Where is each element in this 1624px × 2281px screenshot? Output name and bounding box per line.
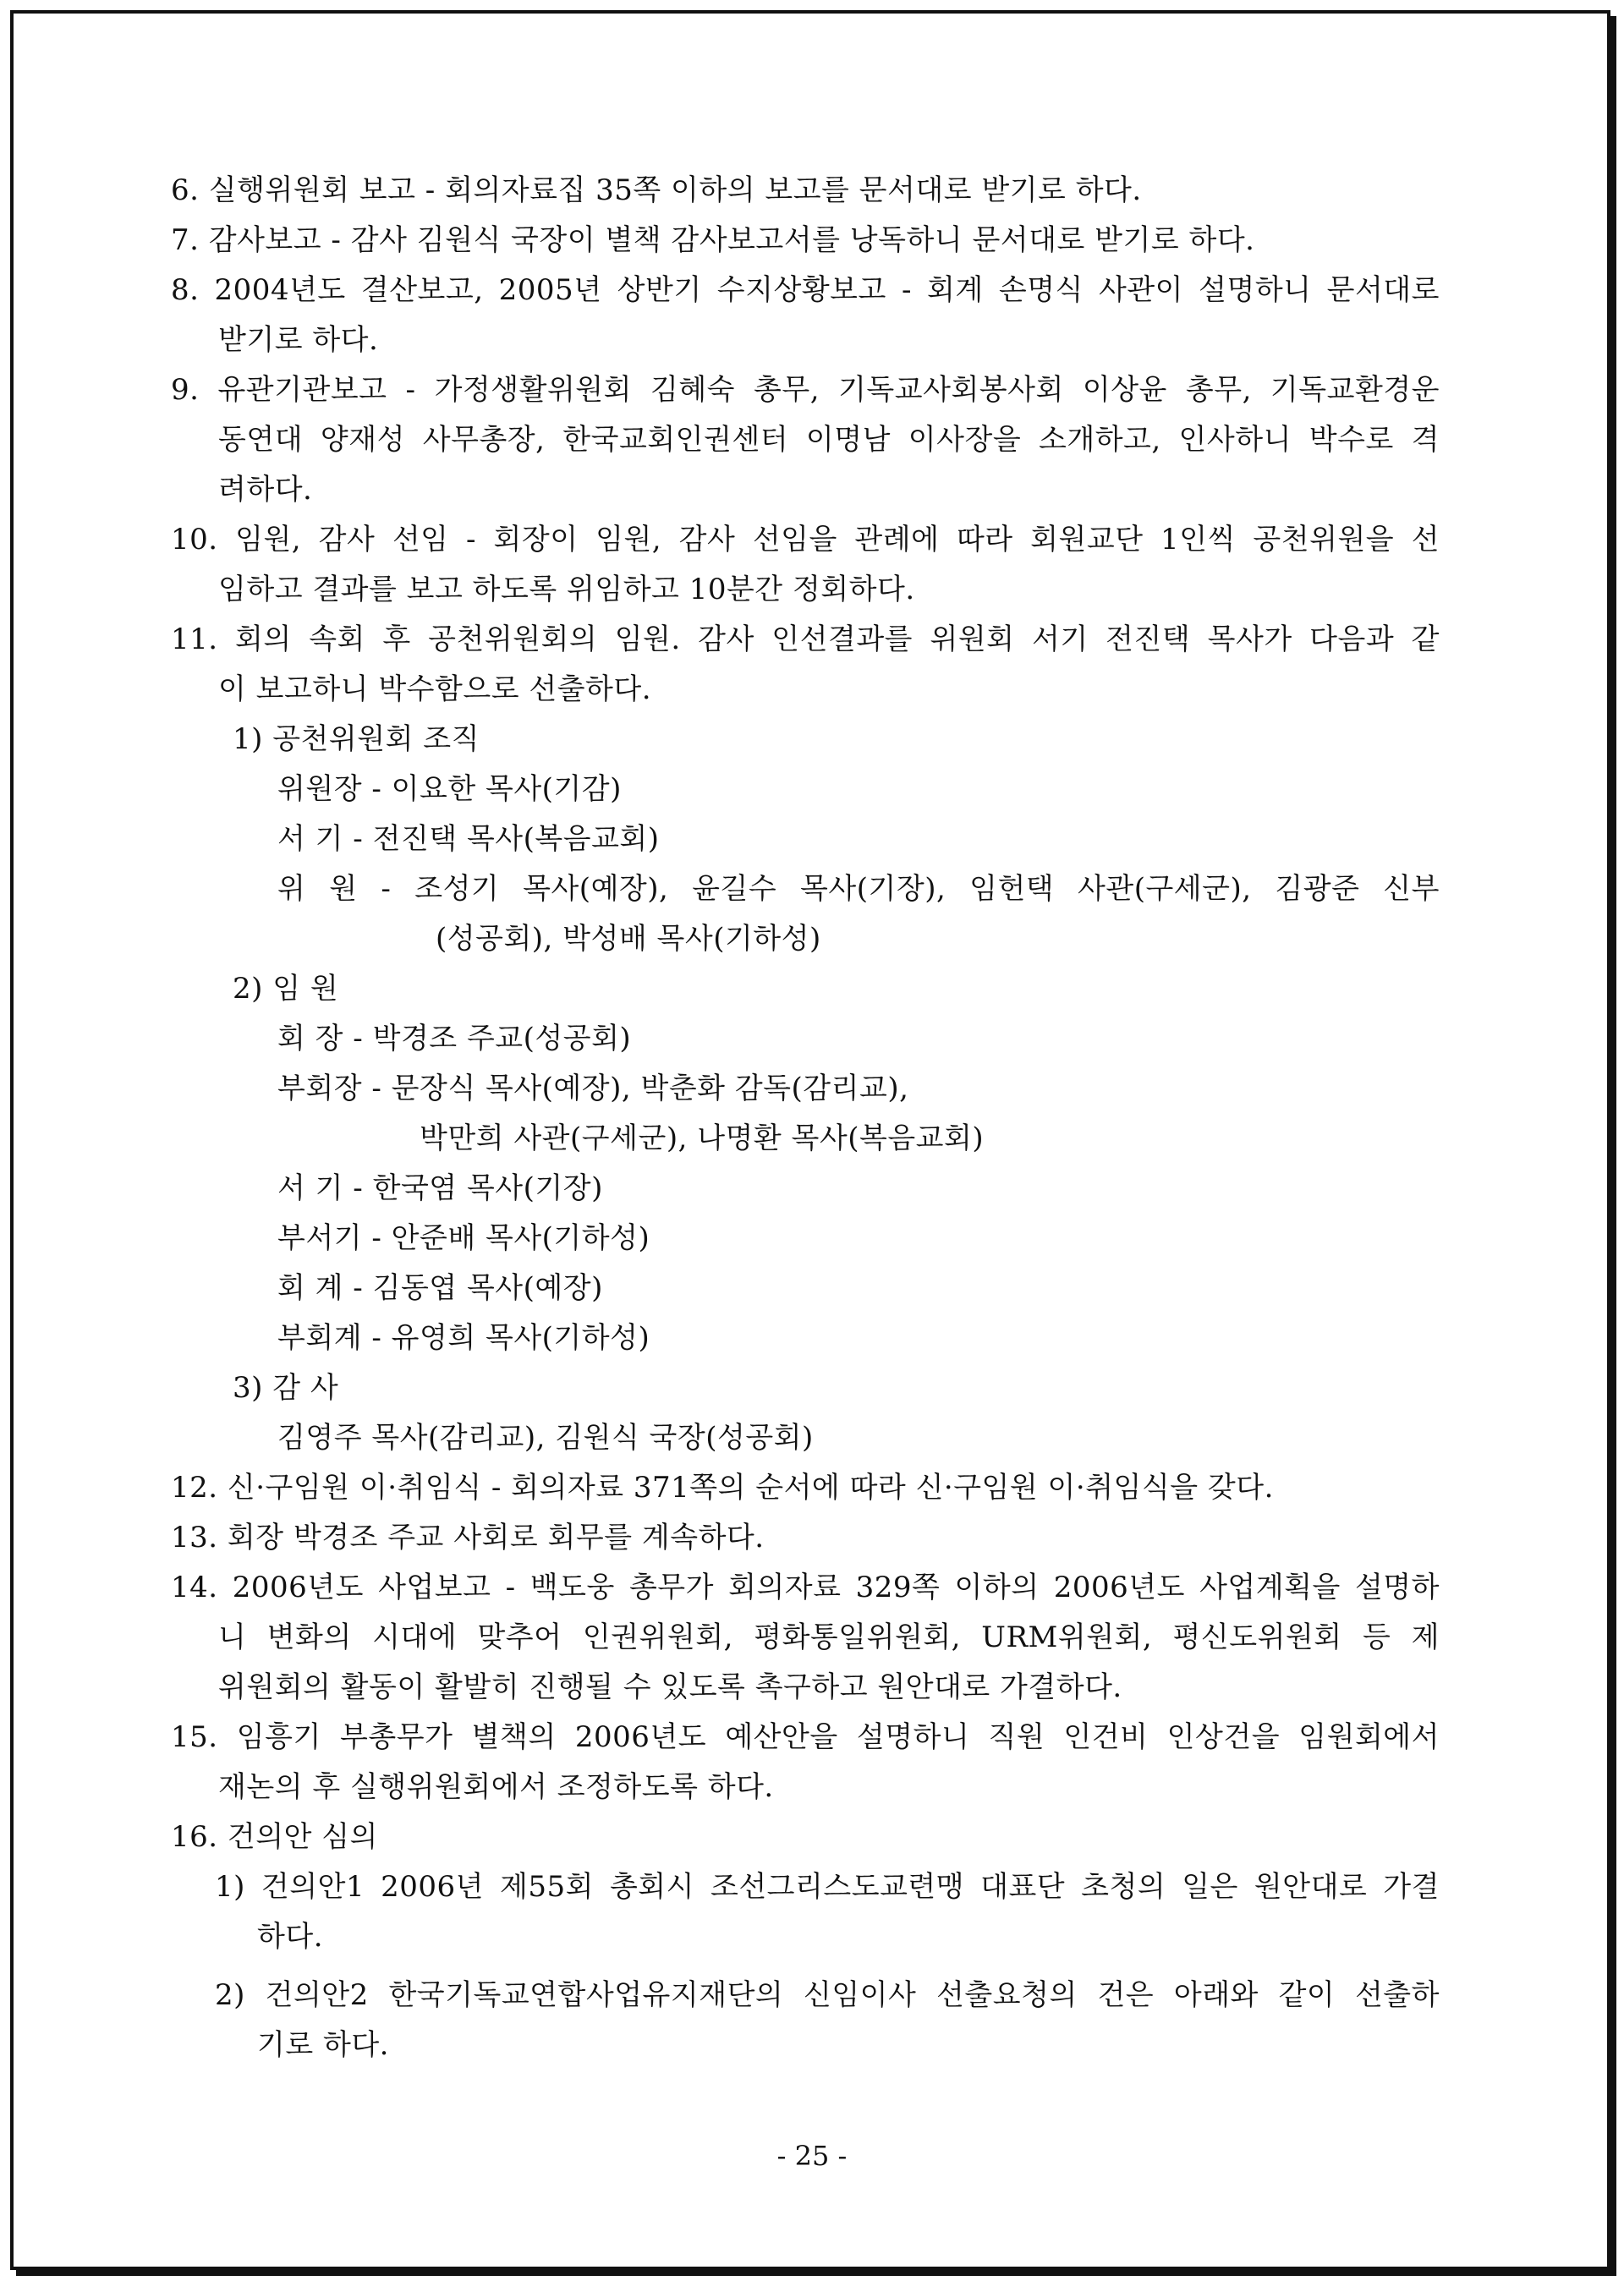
officer-vice-president-line-2: 박만희 사관(구세군), 나명환 목사(복음교회) — [420, 1121, 985, 1155]
officer-president: 회 장 - 박경조 주교(성공회) — [277, 1022, 632, 1056]
sub-3-heading: 3) 감 사 — [233, 1371, 339, 1405]
item-8-line-1: 8. 2004년도 결산보고, 2005년 상반기 수지상황보고 - 회계 손명식 사관이 설명하니 문서대로 — [171, 273, 1440, 307]
item-13: 13. 회장 박경조 주교 사회로 회무를 계속하다. — [171, 1521, 765, 1554]
item-10-line-2: 임하고 결과를 보고 하도록 위임하고 10분간 정회하다. — [218, 573, 915, 606]
committee-chair: 위원장 - 이요한 목사(기감) — [277, 772, 622, 806]
item-14-line-3: 위원회의 활동이 활발히 진행될 수 있도록 촉구하고 원안대로 가결하다. — [218, 1670, 1122, 1704]
sub-1-heading: 1) 공천위원회 조직 — [233, 722, 480, 756]
sub-2-heading: 2) 임 원 — [233, 972, 339, 1006]
item-16-1-line-1: 1) 건의안1 2006년 제55회 총회시 조선그리스도교련맹 대표단 초청의 일은 원안대로 가결 — [215, 1870, 1440, 1904]
officer-vice-president-line-1: 부회장 - 문장식 목사(예장), 박춘화 감독(감리교), — [277, 1072, 909, 1105]
committee-secretary: 서 기 - 전진택 목사(복음교회) — [277, 822, 660, 856]
item-10-line-1: 10. 임원, 감사 선임 - 회장이 임원, 감사 선임을 관례에 따라 회원교단 1인씩 공천위원을 선 — [171, 523, 1440, 557]
item-15-line-1: 15. 임흥기 부총무가 별책의 2006년도 예산안을 설명하니 직원 인건비 인상건을 임원회에서 — [171, 1720, 1440, 1754]
officer-assistant-secretary: 부서기 - 안준배 목사(기하성) — [277, 1221, 650, 1255]
item-12: 12. 신·구임원 이·취임식 - 회의자료 371쪽의 순서에 따라 신·구임원 이·취임식을 갖다. — [171, 1471, 1274, 1505]
item-11-line-2: 이 보고하니 박수함으로 선출하다. — [218, 672, 652, 706]
item-16-2-line-1: 2) 건의안2 한국기독교연합사업유지재단의 신임이사 선출요청의 건은 아래와 같이 선출하 — [215, 1978, 1440, 2012]
item-15-line-2: 재논의 후 실행위원회에서 조정하도록 하다. — [218, 1770, 774, 1804]
item-16: 16. 건의안 심의 — [171, 1820, 378, 1854]
item-9-line-1: 9. 유관기관보고 - 가정생활위원회 김혜숙 총무, 기독교사회봉사회 이상윤 총무, 기독교환경운 — [171, 373, 1440, 407]
item-16-2-line-2: 기로 하다. — [257, 2028, 389, 2062]
committee-members-line-1: 위 원 - 조성기 목사(예장), 윤길수 목사(기장), 임헌택 사관(구세군), 김광준 신부 — [277, 872, 1440, 906]
item-9-line-2: 동연대 양재성 사무총장, 한국교회인권센터 이명남 이사장을 소개하고, 인사하니 박수로 격 — [218, 423, 1440, 457]
item-9-line-3: 려하다. — [218, 473, 313, 507]
officer-assistant-treasurer: 부회계 - 유영희 목사(기하성) — [277, 1321, 650, 1355]
auditors: 김영주 목사(감리교), 김원식 국장(성공회) — [277, 1421, 814, 1455]
committee-members-line-2: (성공회), 박성배 목사(기하성) — [436, 922, 821, 956]
officer-secretary: 서 기 - 한국염 목사(기장) — [277, 1171, 603, 1205]
item-7: 7. 감사보고 - 감사 김원식 국장이 별책 감사보고서를 낭독하니 문서대로 받기로 하다. — [171, 223, 1255, 257]
officer-treasurer: 회 계 - 김동엽 목사(예장) — [277, 1271, 603, 1305]
item-11-line-1: 11. 회의 속회 후 공천위원회의 임원. 감사 인선결과를 위원회 서기 전진택 목사가 다음과 같 — [171, 622, 1440, 656]
item-6: 6. 실행위원회 보고 - 회의자료집 35쪽 이하의 보고를 문서대로 받기로 하다. — [171, 173, 1142, 207]
item-8-line-2: 받기로 하다. — [218, 323, 379, 357]
item-16-1-line-2: 하다. — [257, 1920, 323, 1954]
page-number: - 25 - — [776, 2140, 848, 2172]
item-14-line-1: 14. 2006년도 사업보고 - 백도웅 총무가 회의자료 329쪽 이하의 2006년도 사업계획을 설명하 — [171, 1571, 1440, 1604]
item-14-line-2: 니 변화의 시대에 맞추어 인권위원회, 평화통일위원회, URM위원회, 평신도위원회 등 제 — [218, 1620, 1440, 1654]
